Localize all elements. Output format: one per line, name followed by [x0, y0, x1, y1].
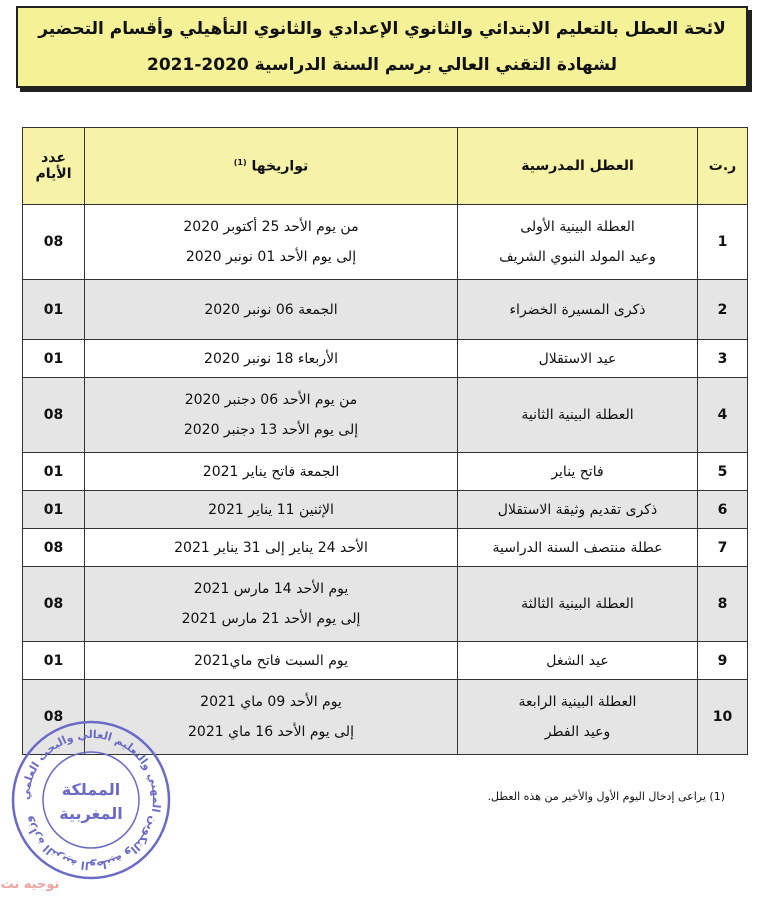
row-number: 6 [698, 491, 748, 529]
footnote: (1) يراعى إدخال اليوم الأول والأخير من هذه العطل. [487, 790, 725, 803]
watermark-logo [0, 868, 60, 896]
row-number: 8 [698, 567, 748, 642]
row-number: 1 [698, 205, 748, 280]
row-number: 7 [698, 529, 748, 567]
header-days: عدد الأيام [23, 128, 85, 205]
days-count: 08 [23, 567, 85, 642]
days-count: 08 [23, 529, 85, 567]
holiday-name-line: عيد الاستقلال [538, 350, 617, 367]
table-row [23, 340, 748, 378]
holiday-date-line: من يوم الأحد 06 دجنبر 2020 [184, 392, 358, 408]
days-count: 01 [23, 491, 85, 529]
holiday-name [458, 280, 698, 340]
holiday-name-line: العطلة البينية الأولى [520, 219, 635, 235]
title-line-1: لائحة العطل بالتعليم الابتدائي والثانوي الإعدادي والثانوي التأهيلي وأقسام التحضير [38, 19, 726, 39]
holiday-name-line: العطلة البينية الثالثة [521, 596, 634, 612]
header-dates [85, 128, 458, 205]
holiday-name [458, 340, 698, 378]
holiday-name-line: وعيد الفطر [544, 724, 611, 740]
row-number: 2 [698, 280, 748, 340]
holiday-name-line: العطلة البينية الرابعة [518, 694, 637, 710]
watermark-text: توجيه نت [0, 877, 60, 892]
days-count: 01 [23, 642, 85, 680]
row-number: 3 [698, 340, 748, 378]
holiday-date-line: الأربعاء 18 نونبر 2020 [204, 350, 338, 367]
holiday-date-line: يوم السبت فاتح ماي2021 [193, 652, 349, 669]
holiday-dates [85, 642, 458, 680]
header-dates-note: (1) [233, 157, 247, 167]
header-holiday: العطل المدرسية [458, 128, 698, 205]
holiday-date-line: الإثنين 11 يناير 2021 [208, 501, 334, 518]
holiday-name-line: عطلة منتصف السنة الدراسية [492, 539, 663, 556]
days-count: 01 [23, 280, 85, 340]
table-row [23, 491, 748, 529]
holiday-name [458, 453, 698, 491]
row-number: 4 [698, 378, 748, 453]
holiday-name [458, 680, 698, 755]
days-count: 01 [23, 340, 85, 378]
header-num: ر.ت [698, 128, 748, 205]
title-line-2: لشهادة التقني العالي برسم السنة الدراسية 2020-2021 [147, 55, 617, 75]
holiday-date-line: من يوم الأحد 25 أكتوبر 2020 [183, 219, 359, 235]
holiday-name-line: عيد الشغل [546, 652, 609, 669]
table-row [23, 205, 748, 280]
document-title-box [16, 6, 748, 88]
stamp-center-line-1: المملكة [61, 780, 121, 799]
table-header-row [23, 128, 748, 205]
holiday-dates [85, 280, 458, 340]
days-count: 08 [23, 205, 85, 280]
holiday-date-line: إلى يوم الأحد 21 مارس 2021 [181, 611, 361, 627]
table-row [23, 453, 748, 491]
holiday-name [458, 529, 698, 567]
holiday-dates [85, 205, 458, 280]
holidays-table [22, 127, 748, 755]
stamp-outer-ring [13, 722, 169, 878]
stamp-center-line-2: المغربية [59, 804, 123, 823]
holiday-name-line: وعيد المولد النبوي الشريف [499, 249, 656, 265]
holiday-date-line: الأحد 24 يناير إلى 31 يناير 2021 [174, 539, 368, 556]
holiday-name-line: ذكرى المسيرة الخضراء [509, 301, 646, 318]
days-count: 08 [23, 680, 85, 755]
row-number: 9 [698, 642, 748, 680]
holiday-dates [85, 529, 458, 567]
holiday-name [458, 491, 698, 529]
holiday-name-line: فاتح يناير [551, 463, 604, 480]
holiday-date-line: يوم الأحد 14 مارس 2021 [193, 581, 349, 597]
row-number: 10 [698, 680, 748, 755]
table-row [23, 378, 748, 453]
holiday-date-line: يوم الأحد 09 ماي 2021 [200, 694, 342, 710]
holiday-date-line: إلى يوم الأحد 01 نونبر 2020 [185, 249, 357, 265]
table-row [23, 280, 748, 340]
stamp-inner-ring [43, 752, 139, 848]
holiday-dates [85, 378, 458, 453]
table-row [23, 529, 748, 567]
holiday-name-line: العطلة البينية الثانية [521, 407, 634, 423]
row-number: 5 [698, 453, 748, 491]
holiday-name [458, 378, 698, 453]
days-count: 01 [23, 453, 85, 491]
table-row [23, 642, 748, 680]
holiday-name [458, 205, 698, 280]
holiday-date-line: الجمعة 06 نونبر 2020 [204, 301, 338, 318]
holiday-date-line: الجمعة فاتح يناير 2021 [202, 463, 340, 480]
holiday-date-line: إلى يوم الأحد 16 ماي 2021 [188, 724, 354, 740]
header-dates-label: تواريخها [251, 158, 309, 175]
holiday-date-line: إلى يوم الأحد 13 دجنبر 2020 [183, 422, 359, 438]
days-count: 08 [23, 378, 85, 453]
stamp-ring-text: وزارة التربية الوطنية والتكوين المهني والتعليم العالي والبحث العلمي [18, 727, 164, 873]
holiday-name [458, 642, 698, 680]
official-stamp [6, 715, 176, 885]
holiday-dates [85, 567, 458, 642]
table-row [23, 567, 748, 642]
holiday-dates [85, 453, 458, 491]
holiday-name [458, 567, 698, 642]
holiday-name-line: ذكرى تقديم وثيقة الاستقلال [497, 501, 658, 518]
holiday-dates [85, 491, 458, 529]
holiday-dates [85, 340, 458, 378]
